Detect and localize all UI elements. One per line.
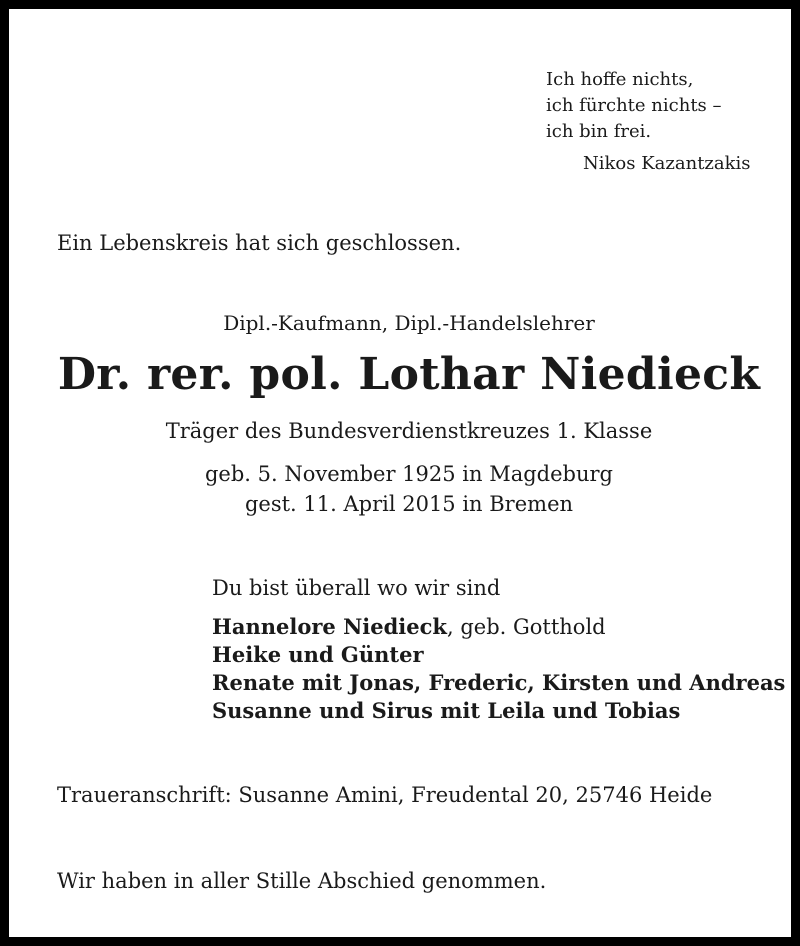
deceased-name: Dr. rer. pol. Lothar Niedieck (57, 349, 761, 400)
academic-titles: Dipl.-Kaufmann, Dipl.-Handelslehrer (223, 311, 595, 335)
closing-text: Wir haben in aller Stille Abschied genommen. (57, 869, 547, 893)
family-line: Susanne und Sirus mit Leila und Tobias (212, 698, 681, 723)
quote-block (546, 67, 751, 177)
family-line: Heike und Günter (212, 642, 424, 667)
intro-text: Ein Lebenskreis hat sich geschlossen. (57, 231, 462, 255)
quote-author: Nikos Kazantzakis (583, 153, 751, 174)
motto-text: Du bist überall wo wir sind (212, 576, 501, 600)
death-date: gest. 11. April 2015 in Bremen (244, 492, 574, 516)
birth-date: geb. 5. November 1925 in Magdeburg (204, 462, 613, 486)
quote-line: Ich hoffe nichts, (546, 69, 694, 90)
award-text: Träger des Bundesverdienstkreuzes 1. Klasse (165, 419, 653, 443)
family-line: Renate mit Jonas, Frederic, Kirsten und Andreas (212, 670, 786, 695)
family-name-bold: Hannelore Niedieck (212, 614, 447, 639)
mourning-address: Traueranschrift: Susanne Amini, Freudental 20, 25746 Heide (57, 783, 713, 807)
quote-line: ich fürchte nichts – (546, 95, 722, 116)
quote-line: ich bin frei. (546, 121, 652, 142)
family-name-rest: , geb. Gotthold (446, 615, 606, 639)
family-line (212, 613, 785, 641)
family-list (212, 613, 785, 725)
